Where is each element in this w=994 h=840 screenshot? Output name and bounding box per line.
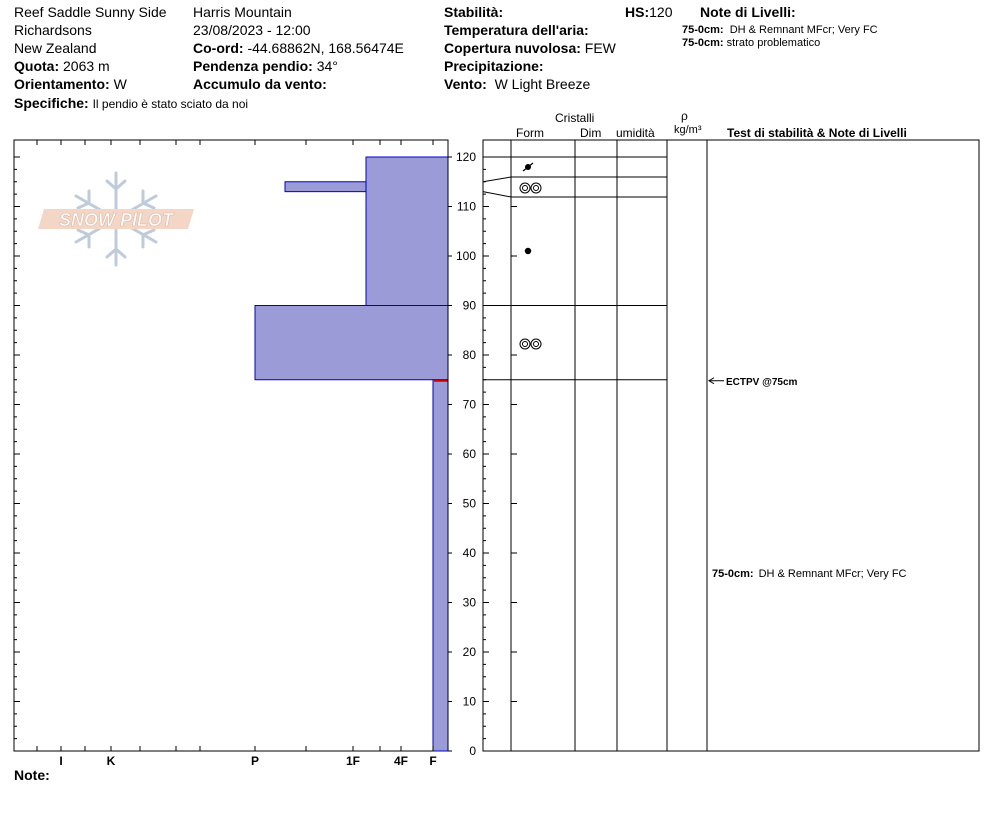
layer-connector (483, 192, 511, 197)
cloud-label: Copertura nuvolosa: (444, 40, 581, 56)
hardness-bar (433, 380, 448, 751)
hardness-label: 1F (345, 754, 361, 768)
note-label: Note: (14, 767, 50, 783)
melt-circle (520, 339, 530, 349)
air-temp-label: Temperatura dell'aria: (444, 22, 589, 38)
cloud-value: FEW (584, 40, 616, 56)
height-tick-label: 110 (456, 199, 476, 214)
height-tick-label: 60 (462, 447, 476, 461)
slope-label: Pendenza pendio: (193, 58, 313, 74)
hardness-bar (366, 157, 448, 306)
graupel-dot (525, 248, 531, 254)
hardness-label: P (250, 754, 260, 768)
height-tick-label: 80 (462, 348, 476, 362)
location-name: Reef Saddle Sunny Side (14, 4, 167, 20)
slope-value: 34° (316, 58, 338, 74)
col-tests: Test di stabilità & Note di Livelli (727, 126, 907, 140)
stability-label: Stabilità: (444, 4, 504, 20)
hs-value: 120 (649, 4, 673, 20)
melt-circle (531, 339, 541, 349)
hardness-bar (255, 306, 448, 380)
hardness-label: 4F (393, 754, 409, 768)
col-rho: ρ (681, 109, 688, 123)
orientation-value: W (113, 76, 127, 92)
profile-note: 75-0cm: DH & Remnant MFcr; Very FC (712, 567, 907, 580)
quota-label: Quota: (14, 58, 60, 74)
wind-loading-label: Accumulo da vento: (193, 76, 327, 92)
hardness-label: F (429, 754, 437, 768)
orientation-label: Orientamento: (14, 76, 110, 92)
coord-value: -44.68862N, 168.56474E (247, 40, 404, 56)
col-humidity: umidità (616, 126, 655, 140)
col-density-unit: kg/m³ (674, 124, 702, 136)
graupel-dot-icon (525, 248, 531, 254)
wind-label: Vento: (444, 76, 487, 92)
hs-label: HS: (625, 4, 650, 20)
coord-label: Co-ord: (193, 40, 244, 56)
snowpilot-logo (38, 173, 194, 265)
specifiche-label: Specifiche: (14, 95, 89, 111)
crystal-table (448, 140, 979, 758)
layer-notes-title: Note di Livelli: (700, 4, 796, 20)
hardness-label: I (59, 754, 63, 768)
height-tick-label: 40 (462, 546, 476, 560)
melt-circle (531, 183, 541, 193)
test-label: ECTPV @75cm (726, 376, 798, 388)
melt-inner (534, 186, 539, 191)
logo-text: SNOW PILOT (59, 210, 173, 230)
height-tick-label: 0 (469, 744, 476, 758)
melt-inner (534, 342, 539, 347)
height-tick-label: 70 (462, 397, 476, 412)
wind-value: W Light Breeze (494, 76, 591, 92)
layer-note-1-text: DH & Remnant MFcr; Very FC (729, 24, 878, 36)
precip-label: Precipitazione: (444, 58, 544, 74)
layer-note-2-range: 75-0cm: (682, 37, 724, 49)
quota-value: 2063 m (63, 58, 110, 74)
hardness-plot (14, 140, 448, 768)
hardness-label: K (106, 754, 116, 768)
height-tick-label: 10 (462, 694, 476, 709)
melt-forms-icon (520, 183, 541, 193)
col-dim: Dim (580, 126, 602, 140)
layer-connector (483, 177, 511, 182)
layer-note-1-range: 75-0cm: (682, 24, 724, 36)
height-tick-label: 30 (462, 595, 476, 610)
col-form: Form (516, 126, 544, 140)
table-frame (483, 140, 979, 751)
region: Richardsons (14, 22, 92, 38)
height-tick-label: 100 (455, 249, 476, 263)
melt-circle (520, 183, 530, 193)
specifiche-value: Il pendio è stato sciato da noi (92, 97, 249, 111)
decomposing-fragments-icon (523, 163, 533, 171)
mountain: Harris Mountain (193, 4, 292, 20)
country: New Zealand (14, 40, 97, 56)
col-crystals: Cristalli (555, 111, 595, 125)
datetime: 23/08/2023 - 12:00 (193, 22, 311, 38)
height-tick-label: 50 (462, 496, 476, 511)
height-tick-label: 20 (462, 645, 476, 659)
melt-inner (523, 186, 528, 191)
melt-inner (523, 342, 528, 347)
height-tick-label: 90 (462, 298, 476, 313)
melt-forms-icon (520, 339, 541, 349)
height-tick-label: 120 (455, 150, 476, 164)
layer-note-2-text: strato problematico (726, 37, 821, 49)
